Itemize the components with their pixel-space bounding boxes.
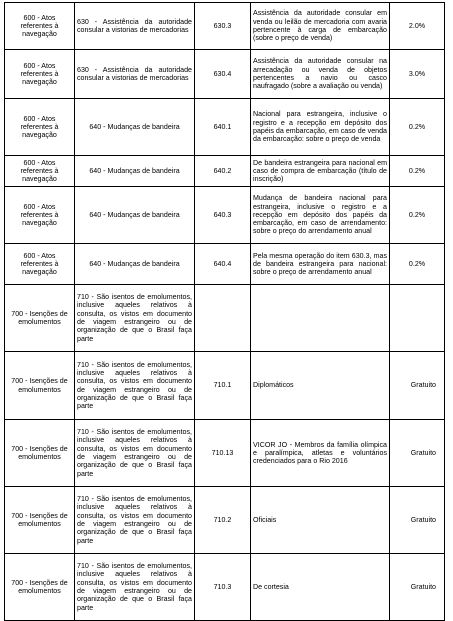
code-cell: 640.1	[195, 99, 251, 156]
fee-cell: 3.0%	[390, 50, 445, 99]
description-cell	[251, 285, 390, 352]
category-cell: 710 - São isentos de emolumentos, inclusive aqueles relativos à consulta, os vistos em documento de viagem estrangeiro ou de organização de que o Brasil faça parte	[75, 420, 195, 487]
code-cell: 710.2	[195, 487, 251, 554]
group-cell: 600 - Atos referentes à navegação	[5, 99, 75, 156]
category-cell: 640 - Mudanças de bandeira	[75, 99, 195, 156]
group-cell: 700 - Isenções de emolumentos	[5, 420, 75, 487]
group-cell: 700 - Isenções de emolumentos	[5, 352, 75, 420]
code-cell: 710.13	[195, 420, 251, 487]
table-row	[5, 99, 445, 156]
category-cell: 710 - São isentos de emolumentos, inclusive aqueles relativos à consulta, os vistos em documento de viagem estrangeiro ou de organização de que o Brasil faça parte	[75, 352, 195, 420]
category-cell: 640 - Mudanças de bandeira	[75, 187, 195, 244]
description-cell: Diplomáticos	[251, 352, 390, 420]
fee-cell: Gratuito	[390, 487, 445, 554]
description-cell: Nacional para estrangeira, inclusive o registro e a recepção em depósito dos papéis da embarcação, em caso de venda da embarcação: sobre o preço de venda	[251, 99, 390, 156]
table-row	[5, 156, 445, 187]
fee-table	[4, 2, 445, 621]
table-row	[5, 487, 445, 554]
description-cell: Mudança de bandeira nacional para estrangeira, inclusive o registro e a recepção em depósito dos papéis da embarcação, em caso de arrendamento: sobre o preço do arrendamento anual	[251, 187, 390, 244]
fee-cell: 2.0%	[390, 3, 445, 50]
group-cell: 600 - Atos referentes à navegação	[5, 244, 75, 285]
table-row	[5, 352, 445, 420]
table-row	[5, 420, 445, 487]
category-cell: 640 - Mudanças de bandeira	[75, 244, 195, 285]
group-cell: 600 - Atos referentes à navegação	[5, 3, 75, 50]
category-cell: 710 - São isentos de emolumentos, inclusive aqueles relativos à consulta, os vistos em documento de viagem estrangeiro ou de organização de que o Brasil faça parte	[75, 554, 195, 621]
table-row	[5, 554, 445, 621]
group-cell: 600 - Atos referentes à navegação	[5, 50, 75, 99]
category-cell: 630 - Assistência da autoridade consular a vistorias de mercadorias	[75, 3, 195, 50]
fee-cell: 0.2%	[390, 99, 445, 156]
code-cell: 640.3	[195, 187, 251, 244]
code-cell: 710.3	[195, 554, 251, 621]
table-row	[5, 50, 445, 99]
description-cell: VICOR JO - Membros da família olímpica e paralímpica, atletas e voluntários credenciados para o Rio 2016	[251, 420, 390, 487]
description-cell: De cortesia	[251, 554, 390, 621]
fee-cell: 0.2%	[390, 156, 445, 187]
fee-table-body	[5, 3, 445, 621]
group-cell: 700 - Isenções de emolumentos	[5, 554, 75, 621]
category-cell: 630 - Assistência da autoridade consular a vistorias de mercadorias	[75, 50, 195, 99]
code-cell: 640.2	[195, 156, 251, 187]
table-row	[5, 244, 445, 285]
description-cell: Assistência da autoridade consular na arrecadação ou venda de objetos pertencentes a navio ou casco naufragado (sobre a avaliação ou venda)	[251, 50, 390, 99]
fee-cell	[390, 285, 445, 352]
category-cell: 710 - São isentos de emolumentos, inclusive aqueles relativos à consulta, os vistos em documento de viagem estrangeiro ou de organização de que o Brasil faça parte	[75, 487, 195, 554]
fee-cell: 0.2%	[390, 187, 445, 244]
group-cell: 700 - Isenções de emolumentos	[5, 487, 75, 554]
fee-cell: Gratuito	[390, 352, 445, 420]
fee-cell: Gratuito	[390, 554, 445, 621]
category-cell: 640 - Mudanças de bandeira	[75, 156, 195, 187]
table-row	[5, 285, 445, 352]
code-cell	[195, 285, 251, 352]
code-cell: 710.1	[195, 352, 251, 420]
fee-cell: Gratuito	[390, 420, 445, 487]
description-cell: Oficiais	[251, 487, 390, 554]
code-cell: 630.4	[195, 50, 251, 99]
table-row	[5, 3, 445, 50]
group-cell: 600 - Atos referentes à navegação	[5, 187, 75, 244]
description-cell: Pela mesma operação do item 630.3, mas de bandeira estrangeira para nacional: sobre o preço de arrendamento anual	[251, 244, 390, 285]
group-cell: 600 - Atos referentes à navegação	[5, 156, 75, 187]
description-cell: De bandeira estrangeira para nacional em caso de compra de embarcação (título de inscrição)	[251, 156, 390, 187]
code-cell: 630.3	[195, 3, 251, 50]
table-row	[5, 187, 445, 244]
fee-cell: 0.2%	[390, 244, 445, 285]
group-cell: 700 - Isenções de emolumentos	[5, 285, 75, 352]
code-cell: 640.4	[195, 244, 251, 285]
description-cell: Assistência da autoridade consular em venda ou leilão de mercadoria com avaria pertencente à carga de embarcação (sobre o preço de venda)	[251, 3, 390, 50]
category-cell: 710 - São isentos de emolumentos, inclusive aqueles relativos à consulta, os vistos em documento de viagem estrangeiro ou de organização de que o Brasil faça parte	[75, 285, 195, 352]
